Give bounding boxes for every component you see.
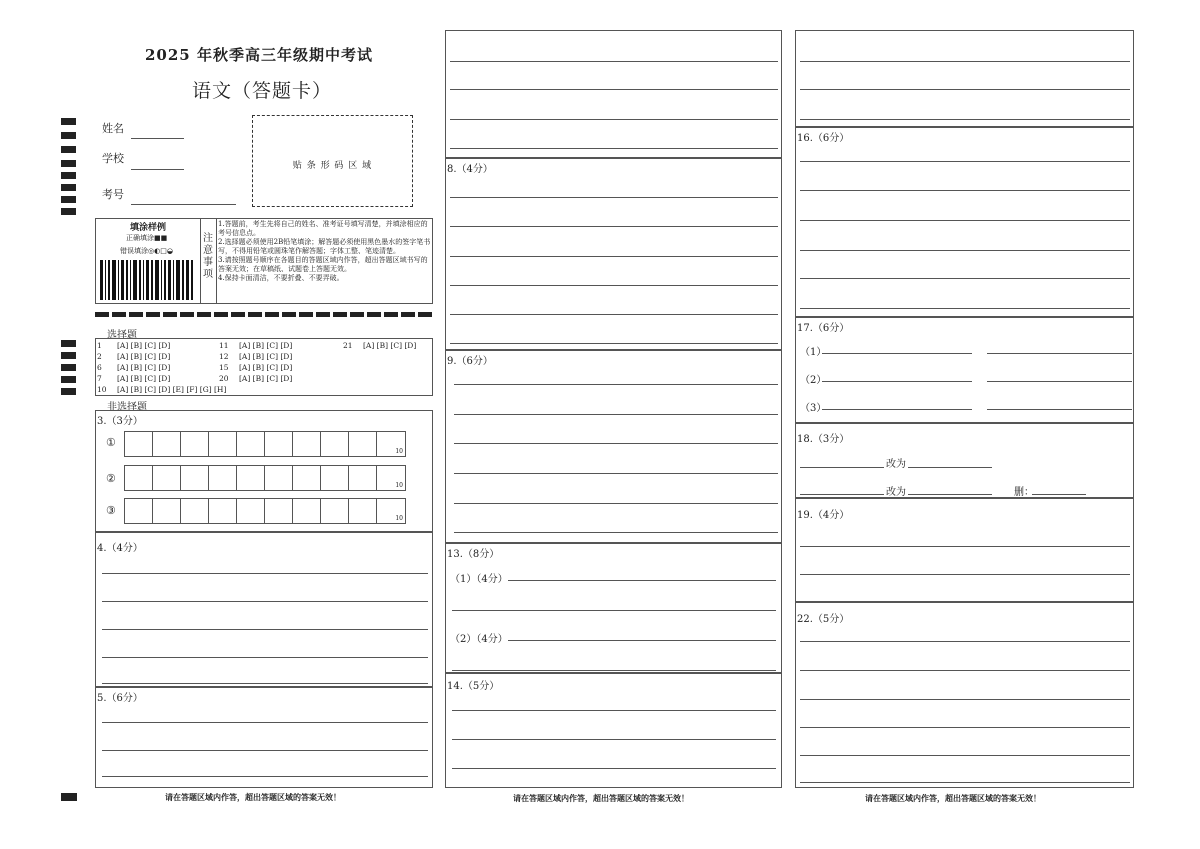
- q9-box: [445, 350, 782, 543]
- notice-line: 1.答题前，考生先将自己的姓名、准考证号填写清楚，并填涂相应的考号信息点。: [218, 220, 428, 237]
- cell-count: 10: [395, 482, 403, 489]
- answer-line[interactable]: [800, 250, 1130, 251]
- answer-line[interactable]: [450, 256, 778, 257]
- answer-line[interactable]: [822, 353, 972, 354]
- answer-line[interactable]: [800, 161, 1130, 162]
- answer-line[interactable]: [800, 308, 1130, 309]
- answer-line[interactable]: [508, 580, 776, 581]
- timing-mark: [61, 172, 76, 179]
- q4-box: [95, 532, 433, 687]
- school-label: 学校: [102, 152, 124, 165]
- q7-continue-box: [445, 30, 782, 158]
- footer-note: 请在答题区域内作答，超出答题区域的答案无效！: [165, 793, 341, 802]
- q17-item-1: （1）: [800, 347, 827, 358]
- answer-line[interactable]: [800, 190, 1130, 191]
- answer-line[interactable]: [450, 197, 778, 198]
- answer-line[interactable]: [800, 220, 1130, 221]
- answer-line[interactable]: [452, 670, 776, 671]
- timing-mark: [61, 160, 76, 167]
- q16-label: 16.（6分）: [797, 133, 850, 144]
- answer-line[interactable]: [450, 285, 778, 286]
- fill-example-correct: 正确填涂■■: [126, 234, 168, 242]
- answer-line[interactable]: [508, 640, 776, 641]
- page-title: 2025 年秋季高三年级期中考试: [145, 46, 373, 64]
- name-field[interactable]: [131, 138, 184, 139]
- answer-line[interactable]: [102, 722, 428, 723]
- notice-line: 4.保持卡面清洁，不要折叠、不要弄破。: [218, 274, 344, 282]
- timing-mark: [61, 146, 76, 153]
- choice-row[interactable]: 20 [A] [B] [C] [D]: [219, 374, 293, 383]
- fill-example-box: [95, 218, 433, 304]
- answer-line[interactable]: [800, 278, 1130, 279]
- timing-mark: [61, 132, 76, 139]
- barcode-graphic: [98, 260, 198, 300]
- timing-mark: [61, 184, 76, 191]
- answer-line[interactable]: [450, 119, 778, 120]
- answer-line[interactable]: [800, 61, 1130, 62]
- timing-mark: [61, 376, 76, 383]
- answer-line[interactable]: [908, 467, 992, 468]
- q3-circle-3: ③: [106, 504, 116, 517]
- q13-sub2-label: （2）（4分）: [450, 634, 508, 645]
- answer-line[interactable]: [822, 409, 972, 410]
- answer-line[interactable]: [800, 782, 1130, 783]
- fill-example-title: 填涂样例: [130, 223, 167, 233]
- page-subtitle: 语文（答题卡）: [192, 80, 333, 102]
- timing-mark: [61, 118, 76, 125]
- choice-title: 选择题: [107, 330, 137, 341]
- choice-box: [95, 338, 433, 396]
- q18-change-1: 改为: [886, 459, 906, 470]
- id-label: 考号: [102, 188, 124, 201]
- q18-change-2: 改为: [886, 487, 906, 498]
- answer-line[interactable]: [987, 409, 1132, 410]
- barcode-area: [252, 115, 413, 207]
- q14-box: [445, 673, 782, 788]
- answer-line[interactable]: [800, 641, 1130, 642]
- answer-line[interactable]: [454, 384, 778, 385]
- answer-line[interactable]: [800, 89, 1130, 90]
- answer-line[interactable]: [800, 727, 1130, 728]
- q3-box: [95, 410, 433, 532]
- answer-line[interactable]: [454, 443, 778, 444]
- answer-line[interactable]: [450, 61, 778, 62]
- divider-bar: [95, 312, 433, 317]
- answer-line[interactable]: [450, 226, 778, 227]
- q8-label: 8.（4分）: [447, 164, 493, 175]
- answer-line[interactable]: [450, 314, 778, 315]
- answer-line[interactable]: [800, 467, 884, 468]
- answer-line[interactable]: [454, 414, 778, 415]
- timing-mark: [61, 364, 76, 371]
- q22-label: 22.（5分）: [797, 614, 850, 625]
- q3-grid-3[interactable]: [124, 498, 406, 524]
- nonchoice-title: 非选择题: [107, 402, 147, 413]
- answer-line[interactable]: [800, 755, 1130, 756]
- answer-line[interactable]: [102, 750, 428, 751]
- answer-line[interactable]: [454, 473, 778, 474]
- name-label: 姓名: [102, 122, 124, 135]
- choice-row[interactable]: 11 [A] [B] [C] [D]: [219, 341, 293, 350]
- q17-item-3: （3）: [800, 403, 827, 414]
- q17-box: [795, 317, 1134, 423]
- q3-circle-1: ①: [106, 436, 116, 449]
- q17-item-2: （2）: [800, 375, 827, 386]
- notice-text: [218, 220, 431, 283]
- timing-mark: [61, 340, 76, 347]
- q4-label: 4.（4分）: [97, 543, 143, 554]
- answer-line[interactable]: [454, 532, 778, 533]
- answer-line[interactable]: [800, 699, 1130, 700]
- q16-box: [795, 127, 1134, 317]
- answer-line[interactable]: [800, 494, 884, 495]
- choice-row[interactable]: 7 [A] [B] [C] [D]: [97, 374, 171, 383]
- answer-line[interactable]: [987, 381, 1132, 382]
- answer-line[interactable]: [450, 148, 778, 149]
- q3-grid-1[interactable]: [124, 431, 406, 457]
- answer-line[interactable]: [450, 89, 778, 90]
- answer-line[interactable]: [987, 353, 1132, 354]
- school-field[interactable]: [131, 169, 184, 170]
- q14-label: 14.（5分）: [447, 681, 500, 692]
- q8-box: [445, 158, 782, 350]
- q18-delete-label: 删：: [1014, 487, 1034, 498]
- q19-box: [795, 498, 1134, 602]
- q3-circle-2: ②: [106, 472, 116, 485]
- q5-box: [95, 687, 433, 788]
- answer-line[interactable]: [102, 776, 428, 777]
- choice-row[interactable]: 6 [A] [B] [C] [D]: [97, 363, 171, 372]
- notice-line: 3.请按照题号顺序在各题目的答题区域内作答，超出答题区域书写的答案无效；在草稿纸、试题卷上答题无效。: [218, 256, 428, 273]
- timing-mark: [61, 352, 76, 359]
- choice-row[interactable]: 2 [A] [B] [C] [D]: [97, 352, 171, 361]
- q15-continue-box: [795, 30, 1134, 127]
- q13-sub1-label: （1）（4分）: [450, 574, 508, 585]
- answer-line[interactable]: [800, 119, 1130, 120]
- answer-line[interactable]: [452, 710, 776, 711]
- answer-line[interactable]: [450, 343, 778, 344]
- q19-label: 19.（4分）: [797, 510, 850, 521]
- answer-line[interactable]: [102, 657, 428, 658]
- id-field[interactable]: [131, 204, 236, 205]
- fill-example-wrong: 错误填涂◎◐□◒: [120, 247, 173, 255]
- choice-row[interactable]: 21 [A] [B] [C] [D]: [343, 341, 417, 350]
- answer-line[interactable]: [452, 610, 776, 611]
- q18-box: [795, 423, 1134, 498]
- answer-line[interactable]: [102, 573, 428, 574]
- footer-note: 请在答题区域内作答，超出答题区域的答案无效！: [513, 794, 689, 803]
- cell-count: 10: [395, 515, 403, 522]
- answer-line[interactable]: [800, 670, 1130, 671]
- answer-line[interactable]: [452, 768, 776, 769]
- answer-line[interactable]: [454, 503, 778, 504]
- q17-label: 17.（6分）: [797, 323, 850, 334]
- answer-line[interactable]: [452, 739, 776, 740]
- choice-row[interactable]: 12 [A] [B] [C] [D]: [219, 352, 293, 361]
- choice-row[interactable]: 10 [A] [B] [C] [D] [E] [F] [G] [H]: [97, 385, 227, 394]
- answer-line[interactable]: [102, 683, 428, 684]
- answer-line[interactable]: [908, 494, 992, 495]
- q3-grid-2[interactable]: [124, 465, 406, 491]
- footer-note: 请在答题区域内作答，超出答题区域的答案无效！: [865, 794, 1041, 803]
- q5-label: 5.（6分）: [97, 693, 143, 704]
- choice-row[interactable]: 15 [A] [B] [C] [D]: [219, 363, 293, 372]
- q22-box: [795, 602, 1134, 788]
- q13-label: 13.（8分）: [447, 549, 500, 560]
- cell-count: 10: [395, 448, 403, 455]
- answer-line[interactable]: [800, 574, 1130, 575]
- barcode-area-label: 贴 条 形 码 区 域: [292, 161, 373, 171]
- notice-label: 注意事项: [203, 233, 213, 280]
- q13-box: [445, 543, 782, 673]
- timing-mark: [61, 388, 76, 395]
- answer-line[interactable]: [822, 381, 972, 382]
- q9-label: 9.（6分）: [447, 356, 493, 367]
- timing-mark: [61, 196, 76, 203]
- answer-line[interactable]: [102, 629, 428, 630]
- q18-label: 18.（3分）: [797, 434, 850, 445]
- timing-mark: [61, 793, 77, 801]
- answer-line[interactable]: [800, 546, 1130, 547]
- timing-mark: [61, 208, 76, 215]
- q3-label: 3.（3分）: [97, 416, 143, 427]
- answer-line[interactable]: [1032, 494, 1086, 495]
- notice-line: 2.选择题必须使用2B铅笔填涂；解答题必须使用黑色墨水的签字笔书写，不得用铅笔或圆珠笔作解答题；字体工整、笔迹清楚。: [218, 238, 431, 255]
- choice-row[interactable]: 1 [A] [B] [C] [D]: [97, 341, 171, 350]
- answer-line[interactable]: [102, 601, 428, 602]
